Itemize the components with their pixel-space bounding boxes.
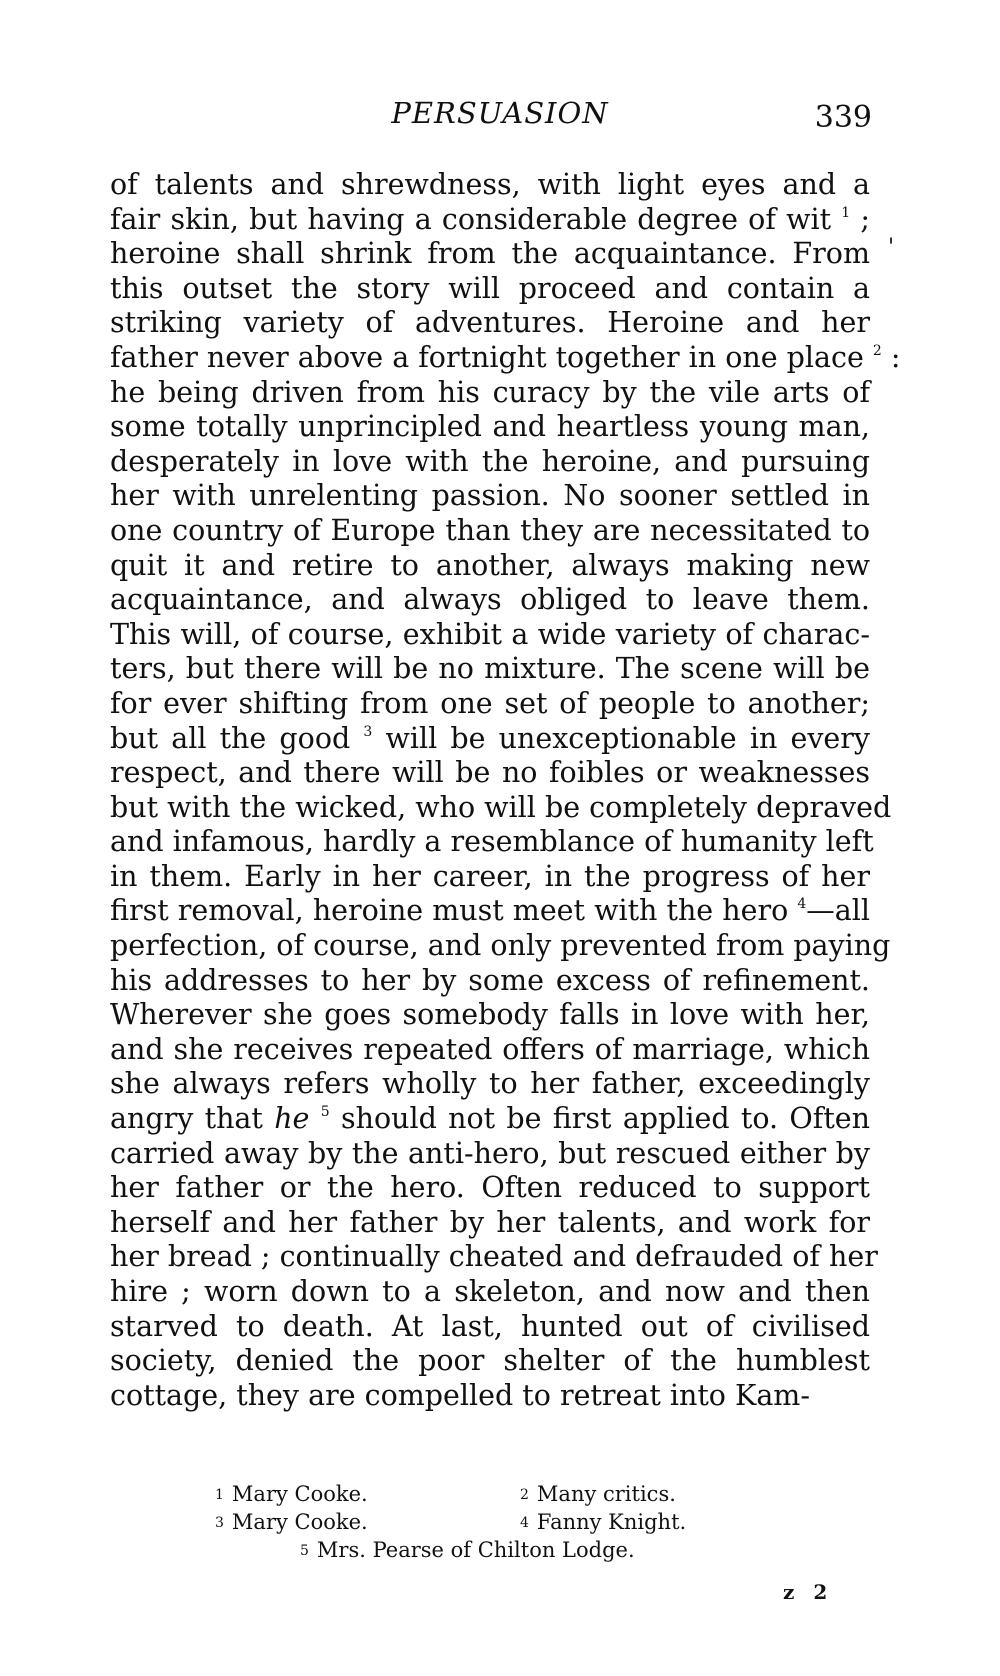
text-line: but with the wicked, who will be completely depraved xyxy=(110,790,892,824)
footnote-ref: 5 xyxy=(320,1104,330,1121)
text-line: society, denied the poor shelter of the humblest xyxy=(110,1344,870,1378)
text-line: for ever shifting from one set of people to another; xyxy=(110,686,870,720)
text-line: first removal, heroine must meet with the hero $^4$—all xyxy=(110,894,870,928)
text-line: he being driven from his curacy by the vile arts of xyxy=(110,375,870,409)
text-line: and infamous, hardly a resemblance of humanity left xyxy=(110,825,874,859)
emphasis: he xyxy=(274,1102,310,1136)
text-line: her bread ; continually cheated and defrauded of her xyxy=(110,1240,878,1274)
running-title: PERSUASION xyxy=(391,96,609,130)
footnote-row xyxy=(0,1536,1000,1564)
text-line: angry that he $^5$ should not be first applied to. Often xyxy=(110,1102,870,1136)
text-line: hire ; worn down to a skeleton, and now and then xyxy=(110,1275,870,1308)
text-line: desperately in love with the heroine, and pursuing xyxy=(110,444,870,478)
footnotes xyxy=(0,1480,1000,1564)
footnote-2: 2 Many critics. xyxy=(520,1482,676,1506)
text-line: her father or the hero. Often reduced to support xyxy=(110,1171,870,1205)
text-line: striking variety of adventures. Heroine and her xyxy=(110,306,870,340)
text-line: this outset the story will proceed and contain a xyxy=(110,271,870,305)
page-number: 339 xyxy=(814,100,872,135)
text-line: starved to death. At last, hunted out of civilised xyxy=(110,1309,870,1343)
text-line: quit it and retire to another, always making new xyxy=(110,548,870,582)
text-line: respect, and there will be no foibles or weaknesses xyxy=(110,756,870,790)
text-line: her with unrelenting passion. No sooner settled in xyxy=(110,479,870,513)
text-line: herself and her father by her talents, and work for xyxy=(110,1205,870,1239)
text-line: but all the good $^3$ will be unexceptionable in every xyxy=(110,721,871,755)
footnote-ref: 3 xyxy=(363,723,373,740)
stray-mark: ' xyxy=(888,235,895,260)
text-line: This will, of course, exhibit a wide variety of charac- xyxy=(110,617,870,651)
text-line: acquaintance, and always obliged to leave them. xyxy=(110,583,870,617)
footnote-row xyxy=(0,1508,1000,1536)
text-line: heroine shall shrink from the acquaintance. From xyxy=(110,237,870,271)
text-line: in them. Early in her career, in the progress of her xyxy=(110,859,870,893)
text-line: of talents and shrewdness, with light eyes and a xyxy=(110,168,870,201)
footnote-ref: 4 xyxy=(797,896,807,913)
signature-mark: z 2 xyxy=(783,1580,834,1604)
footnote-1: 1 Mary Cooke. xyxy=(215,1482,368,1506)
text-line: some totally unprincipled and heartless young man, xyxy=(110,410,870,444)
footnote-row xyxy=(0,1480,1000,1508)
footnote-ref: 1 xyxy=(841,204,851,221)
text-line: ters, but there will be no mixture. The scene will be xyxy=(110,652,870,686)
text-line: one country of Europe than they are necessitated to xyxy=(110,513,870,547)
text-line: and she receives repeated offers of marriage, which xyxy=(110,1032,870,1066)
footnote-ref: 2 xyxy=(872,342,882,359)
text-line: carried away by the anti-hero, but rescued either by xyxy=(110,1136,870,1170)
text-line: fair skin, but having a considerable degree of wit $^1$ ; xyxy=(110,202,870,236)
footnote-4: 4 Fanny Knight. xyxy=(520,1510,687,1534)
footnote-3: 3 Mary Cooke. xyxy=(215,1510,368,1534)
footnote-5: 5 Mrs. Pearse of Chilton Lodge. xyxy=(300,1538,635,1562)
text-line: cottage, they are compelled to retreat into Kam- xyxy=(110,1378,810,1412)
text-line: she always refers wholly to her father, exceedingly xyxy=(110,1067,870,1101)
body-text xyxy=(110,168,901,1413)
text-line: perfection, of course, and only prevented from paying xyxy=(110,929,891,963)
text-line: Wherever she goes somebody falls in love with her, xyxy=(110,998,870,1032)
text-line: father never above a fortnight together in one place $^2$ : xyxy=(110,340,901,374)
text-line: his addresses to her by some excess of refinement. xyxy=(110,963,870,997)
